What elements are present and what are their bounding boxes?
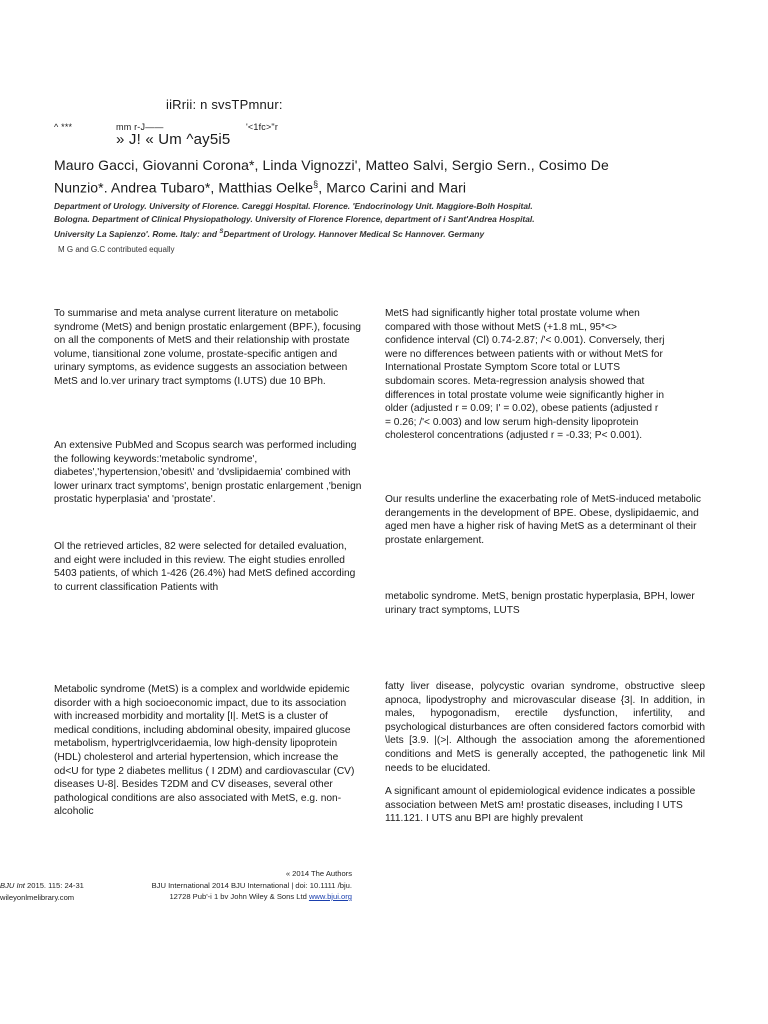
affiliations bbox=[54, 200, 744, 241]
intro-right-para-2: A significant amount ol epidemiological evidence indicates a possible association between MetS am! prostatic diseases, including I UTS 111.121. I UTS anu BPI are highly prevalent bbox=[385, 786, 696, 825]
copyright-line-2: BJU International 2014 BJU International | doi: 10.1111 /bju. bbox=[151, 880, 352, 890]
copyright-line-3 bbox=[118, 891, 352, 903]
affiliation-line-1: Department of Urology. University of Florence. Careggi Hospital. Florence. 'Endocrinology Unit. Maggiore-Bolh Hospital. bbox=[54, 201, 533, 211]
results-line: confidence interval (Cl) 0.74-2.87; /'< 0.001). Conversely, therj bbox=[385, 335, 665, 347]
affiliation-line-3-tail: Department of Urology. Hannover Medical Sc Hannover. Germany bbox=[223, 228, 485, 239]
abstract-methods: An extensive PubMed and Scopus search was performed including the following keywords:'metabolic syndrome', diabetes','hypertension,'obesit\' and 'dvslipidaemia' combined with lower urinarx tract symptoms', benign prostatic enlargement ,'benign prostatic hyperplasia' and 'prostate'. bbox=[54, 440, 362, 506]
copyright-line-1: « 2014 The Authors bbox=[285, 869, 352, 878]
copyright-text: 12728 Pub'-i 1 bv John Wiley & Sons Ltd bbox=[169, 892, 309, 901]
author-line-2-text: Nunzio*. Andrea Tubaro*, Matthias Oelke bbox=[54, 179, 314, 196]
affiliation-line-3-text: University La Sapienzo'. Rome. Italy: and bbox=[54, 228, 220, 239]
journal-site: wileyonlmelibrary.com bbox=[0, 892, 75, 902]
article-title: iiRrii: n svsTPmnur: bbox=[166, 97, 283, 112]
header-fragment-left: ^ *** bbox=[54, 122, 73, 132]
author-superscript: § bbox=[313, 179, 319, 189]
journal-name: BJU Int bbox=[0, 881, 25, 890]
copyright-block bbox=[118, 868, 352, 903]
affiliation-line-3 bbox=[54, 226, 744, 241]
journal-website-link[interactable]: www.bjui.org bbox=[308, 892, 352, 901]
affiliation-superscript: S bbox=[219, 229, 224, 235]
affiliation-line-2: Bologna. Department of Clinical Physiopathology. University of Florence Florence, department of i Sant'Andrea Hospital. bbox=[54, 214, 535, 224]
results-line: cholesterol concentrations (adjusted r = -0.33; P< 0.001). bbox=[385, 430, 643, 442]
author-line-1: Mauro Gacci, Giovanni Corona*, Linda Vignozzi', Matteo Salvi, Sergio Sern., Cosimo De bbox=[54, 157, 609, 173]
results-line: subdomain scores. Meta-regression analysis showed that bbox=[385, 375, 645, 387]
header-fragment-right: '<1fc>"r bbox=[246, 122, 279, 132]
citation-line bbox=[0, 880, 84, 892]
results-line: older (adjusted r = 0.09; I' = 0.02), obese patients (adjusted r bbox=[385, 403, 659, 415]
results-line: compared with those without MetS (+1.8 mL, 95*<> bbox=[385, 321, 617, 333]
journal-citation bbox=[0, 880, 84, 903]
author-line-2 bbox=[54, 175, 734, 198]
author-list bbox=[54, 156, 734, 198]
abstract-conclusion: Our results underline the exacerbating role of MetS-induced metabolic derangements in the development of BPE. Obese, dyslipidaemic, and aged men have a higher risk of having MetS as a determinant ol their prostate enlargement. bbox=[385, 494, 701, 546]
contribution-note: M G and G.C contributed equally bbox=[58, 245, 175, 254]
journal-volume: 2015. 115: 24-31 bbox=[27, 881, 84, 890]
results-line: = 0.26; /'< 0.003) and low serum high-density lipoprotein bbox=[385, 416, 639, 428]
results-line: MetS had significantly higher total prostate volume when bbox=[385, 308, 640, 319]
header-fragment-mid: mm r-J—— bbox=[116, 122, 164, 132]
results-line: International Prostate Symptom Score total or LUTS bbox=[385, 362, 620, 374]
header-subtitle: » J! « Um ^ay5i5 bbox=[116, 131, 231, 148]
results-line: were no differences between patients with or without MetS for bbox=[385, 348, 663, 360]
author-line-2-tail: , Marco Carini and Mari bbox=[318, 179, 467, 196]
abstract-keywords: metabolic syndrome. MetS, benign prostatic hyperplasia, BPH, lower urinary tract symptoms, LUTS bbox=[385, 591, 695, 616]
abstract-results-left: Ol the retrieved articles, 82 were selected for detailed evaluation, and eight were included in this review. The eight studies enrolled 5403 patients, of which 1-426 (26.4%) had MetS defined according to current classification Patients with bbox=[54, 541, 356, 593]
intro-right-para-1: fatty liver disease, polycystic ovarian syndrome, obstructive sleep apnoca, lipodystrophy and microvascular disease {3|. In addition, in males, hypogonadism, erectile dysfunction, infertility, and psychological disturbances are often considered factors comorbid with \lets [3.9. |(>|. Although the association among the aforementioned conditions and MetS is generally accepted, the pathogenetic link Mil needs to be elucidated. bbox=[385, 681, 705, 774]
abstract-results-right bbox=[385, 307, 705, 443]
abstract-objective: To summarise and meta analyse current literature on metabolic syndrome (MetS) and benign prostatic enlargement (BPF.), focusing on all the components of MetS and their relationship with prostate volume, tiansitional zone volume, prostate-specific antigen and urinary symptoms, as evidence suggests an association between MetS and lo.ver urinary tract symptoms (I.UTS) due 10 BPh. bbox=[54, 308, 361, 387]
intro-left: Metabolic syndrome (MetS) is a complex and worldwide epidemic disorder with a high socioeconomic impact, due to its association with increased morbidity and mortality [I|. MetS is a cluster of medical conditions, including abdominal obesity, impaired glucose metabolism, hypertriglvceridaemia, low high-density lipoprotein (HDL) cholesterol and arterial hypertension, which increase the od<U for type 2 diabetes mellitus ( I 2DM) and cardiovascular (CV) diseases U-8|. Besides T2DM and CV diseases, several other pathological conditions are also associated with MetS, e.g. non-alcoholic bbox=[54, 684, 355, 818]
results-line: differences in total prostate volume weie significantly higher in bbox=[385, 389, 664, 401]
